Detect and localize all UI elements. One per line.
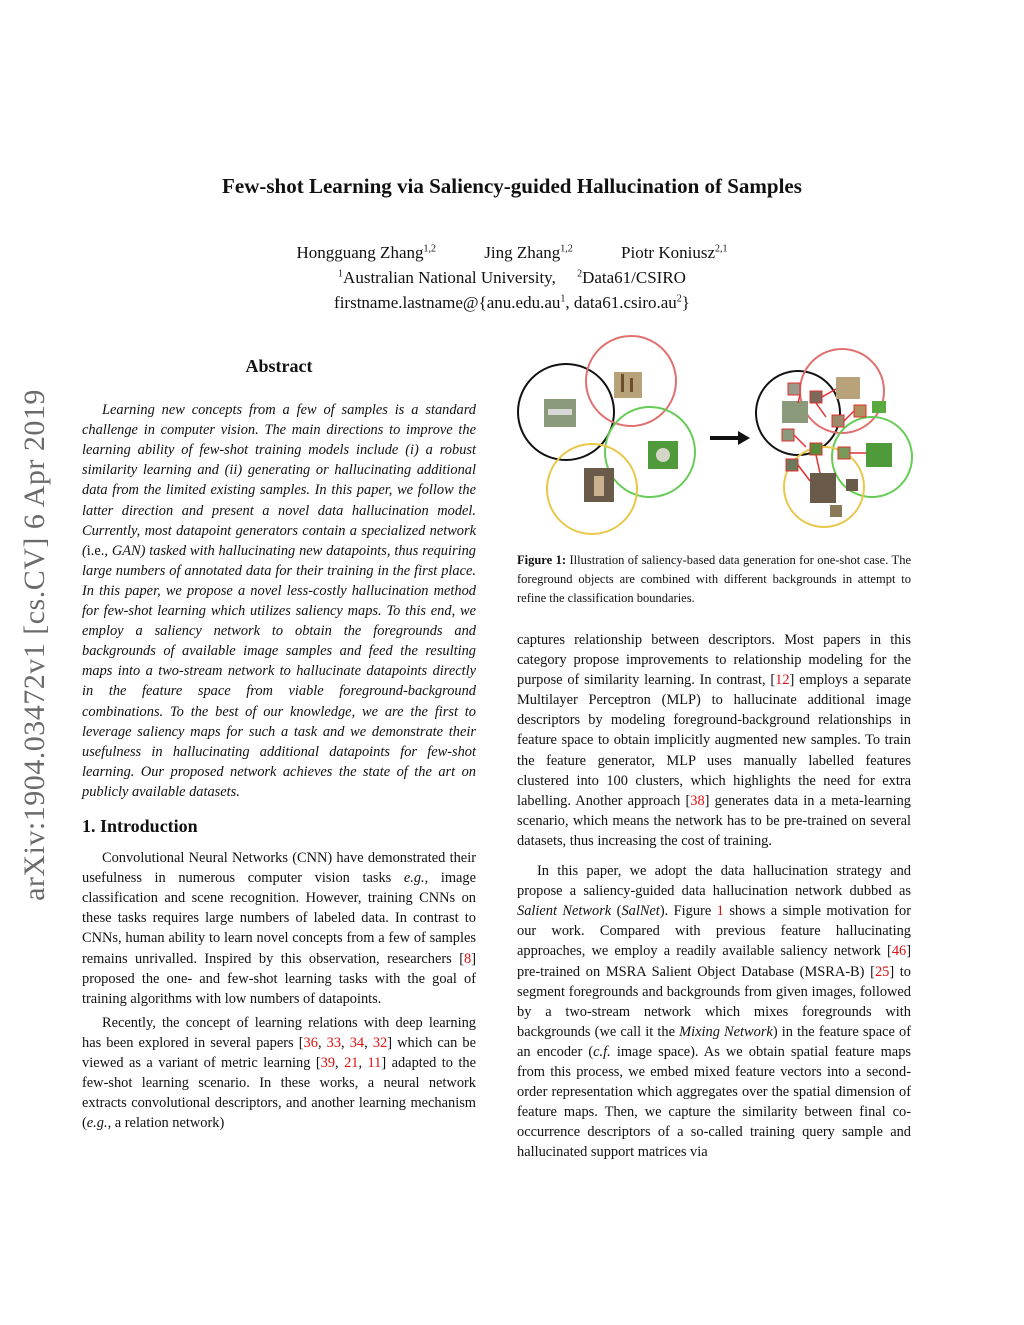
intro-paragraph-1: Convolutional Neural Networks (CNN) have demonstrated their usefulness in numerous computer vision tasks e.g., image classification and scene recognition. However, training CNNs on these tasks requires large numbers of labeled data. In contrast to CNNs, human ability to learn novel concepts from a few of samples remains unrivalled. Inspired by this observation, researchers [8] proposed the one- and few-shot learning tasks with the goal of training algorithms with low numbers of datapoints. — [82, 850, 477, 1007]
citation-link[interactable]: 36 — [303, 1034, 318, 1051]
citation-link[interactable]: 34 — [349, 1034, 365, 1051]
giraffe-image — [614, 372, 642, 398]
email: $firstname.lastname@\{anu.edu.au^1$, $data61.csiro.au^2$} — [334, 293, 690, 312]
right-paragraph-2: In this paper, we adopt the data hallucination strategy and propose a saliency-guided data hallucination network dubbed as Salient Network (SalNet). Figure 1 shows a simple motivation for our work. Compared with previous feature hallucinating approaches, we employ a readily available saliency network [46] pre-trained on MSRA Salient Object Database (MSRA-B) [25] to segment foregrounds and backgrounds from given images, followed by a two-stream network which mixes foregrounds with backgrounds (we call it the Mixing Network) in the feature space of an encoder (c.f. image space). As we obtain spatial feature maps from this process, we embed mixed feature vectors into a second-order representation which aggregates over the spatial dimension of feature maps. Then, we capture the similarity between final co-occurrence descriptors of a so-called training query sample and hallucinated support matrices via — [517, 863, 911, 1161]
right-cluster-diagram — [756, 349, 912, 527]
abstract-text: Learning new concepts from a few of samples is a standard challenge in computer vision. The main directions to improve the learning ability of few-shot training models include (i) a robust similarity learning and (ii) generating or hallucinating additional data from the limited existing samples. In this paper, we follow the latter direction and present a novel data hallucination model. Currently, most datapoint generators contain a specialized network (i.e., GAN) tasked with hallucinating new datapoints, thus requiring large numbers of annotated data for their training in the first place. In this paper, we propose a novel less-costly hallucination method for few-shot learning which utilizes saliency maps. To this end, we employ a saliency network to obtain the foregrounds and backgrounds of available image samples and feed the resulting maps into a two-stream network to hallucinate datapoints directly in the feature space from viable foreground-background combinations. To the best of our knowledge, we are the first to leverage saliency maps for such a task and we demonstrate their usefulness in hallucinating additional datapoints for few-shot learning. Our proposed network achieves the state of the art on publicly available datasets. — [82, 402, 476, 800]
citation-link[interactable]: 38 — [690, 792, 705, 809]
arxiv-watermark: arXiv:1904.03472v1 [cs.CV] 6 Apr 2019 — [18, 389, 51, 901]
figure-link[interactable]: 1 — [716, 903, 724, 920]
author-2: Jing Zhang$^{1,2}$ — [484, 243, 573, 262]
arrow-icon — [710, 431, 750, 445]
citation-link[interactable]: 21 — [344, 1055, 359, 1071]
figure-1-caption: Figure 1: Illustration of saliency-based data generation for one-shot case. The foreground objects are combined with different backgrounds in attempt to refine the classification boundaries. — [517, 553, 911, 605]
figure-1-illustration — [510, 335, 920, 545]
right-paragraph-1: captures relationship between descriptors. Most papers in this category propose improvements to relationship modeling for the purpose of similarity learning. In contrast, [12] employs a separate Multilayer Perceptron (MLP) to hallucinate additional image descriptors by modeling foreground-background relationships in feature space to obtain implicitly augmented new samples. To train the feature generator, MLP uses manually labelled features clustered into 100 clusters, which highlights the need for extra labelling. Another approach [38] generates data in a meta-learning scenario, which means the network has to be pre-trained on several datasets, thus increasing the cost of training. — [517, 632, 911, 849]
paper-title: Few-shot Learning via Saliency-guided Hallucination of Samples — [222, 174, 802, 198]
abstract-heading: Abstract — [245, 356, 313, 376]
citation-link[interactable]: 11 — [367, 1055, 382, 1071]
author-1: Hongguang Zhang$^{1,2}$ — [296, 243, 436, 262]
affiliations: $^1$Australian National University, $^2$Data61/CSIRO — [338, 268, 686, 287]
citation-link[interactable]: 39 — [320, 1055, 336, 1071]
citation-link[interactable]: 25 — [874, 963, 890, 980]
author-3: Piotr Koniusz$^{2,1}$ — [621, 243, 728, 262]
citation-link[interactable]: 8 — [464, 950, 472, 967]
section-heading-introduction: 1. Introduction — [82, 815, 198, 836]
right-column — [517, 630, 911, 1162]
intro-paragraph-2: Recently, the concept of learning relations with deep learning has been explored in several papers [36, 33, 34, 32] which can be viewed as a variant of metric learning [39, 21, 11] adapted to the few-shot learning scenario. In these works, a neural network extracts convolutional descriptors, and another learning mechanism (e.g., a relation network) — [82, 1014, 477, 1132]
citation-link[interactable]: 32 — [372, 1034, 388, 1051]
citation-link[interactable]: 33 — [326, 1034, 342, 1051]
citation-link[interactable]: 46 — [891, 943, 907, 960]
author-block — [0, 240, 1024, 315]
left-column — [82, 356, 476, 1133]
citation-link[interactable]: 12 — [775, 672, 790, 689]
author-names — [0, 240, 1024, 265]
left-cluster-diagram — [518, 336, 695, 534]
